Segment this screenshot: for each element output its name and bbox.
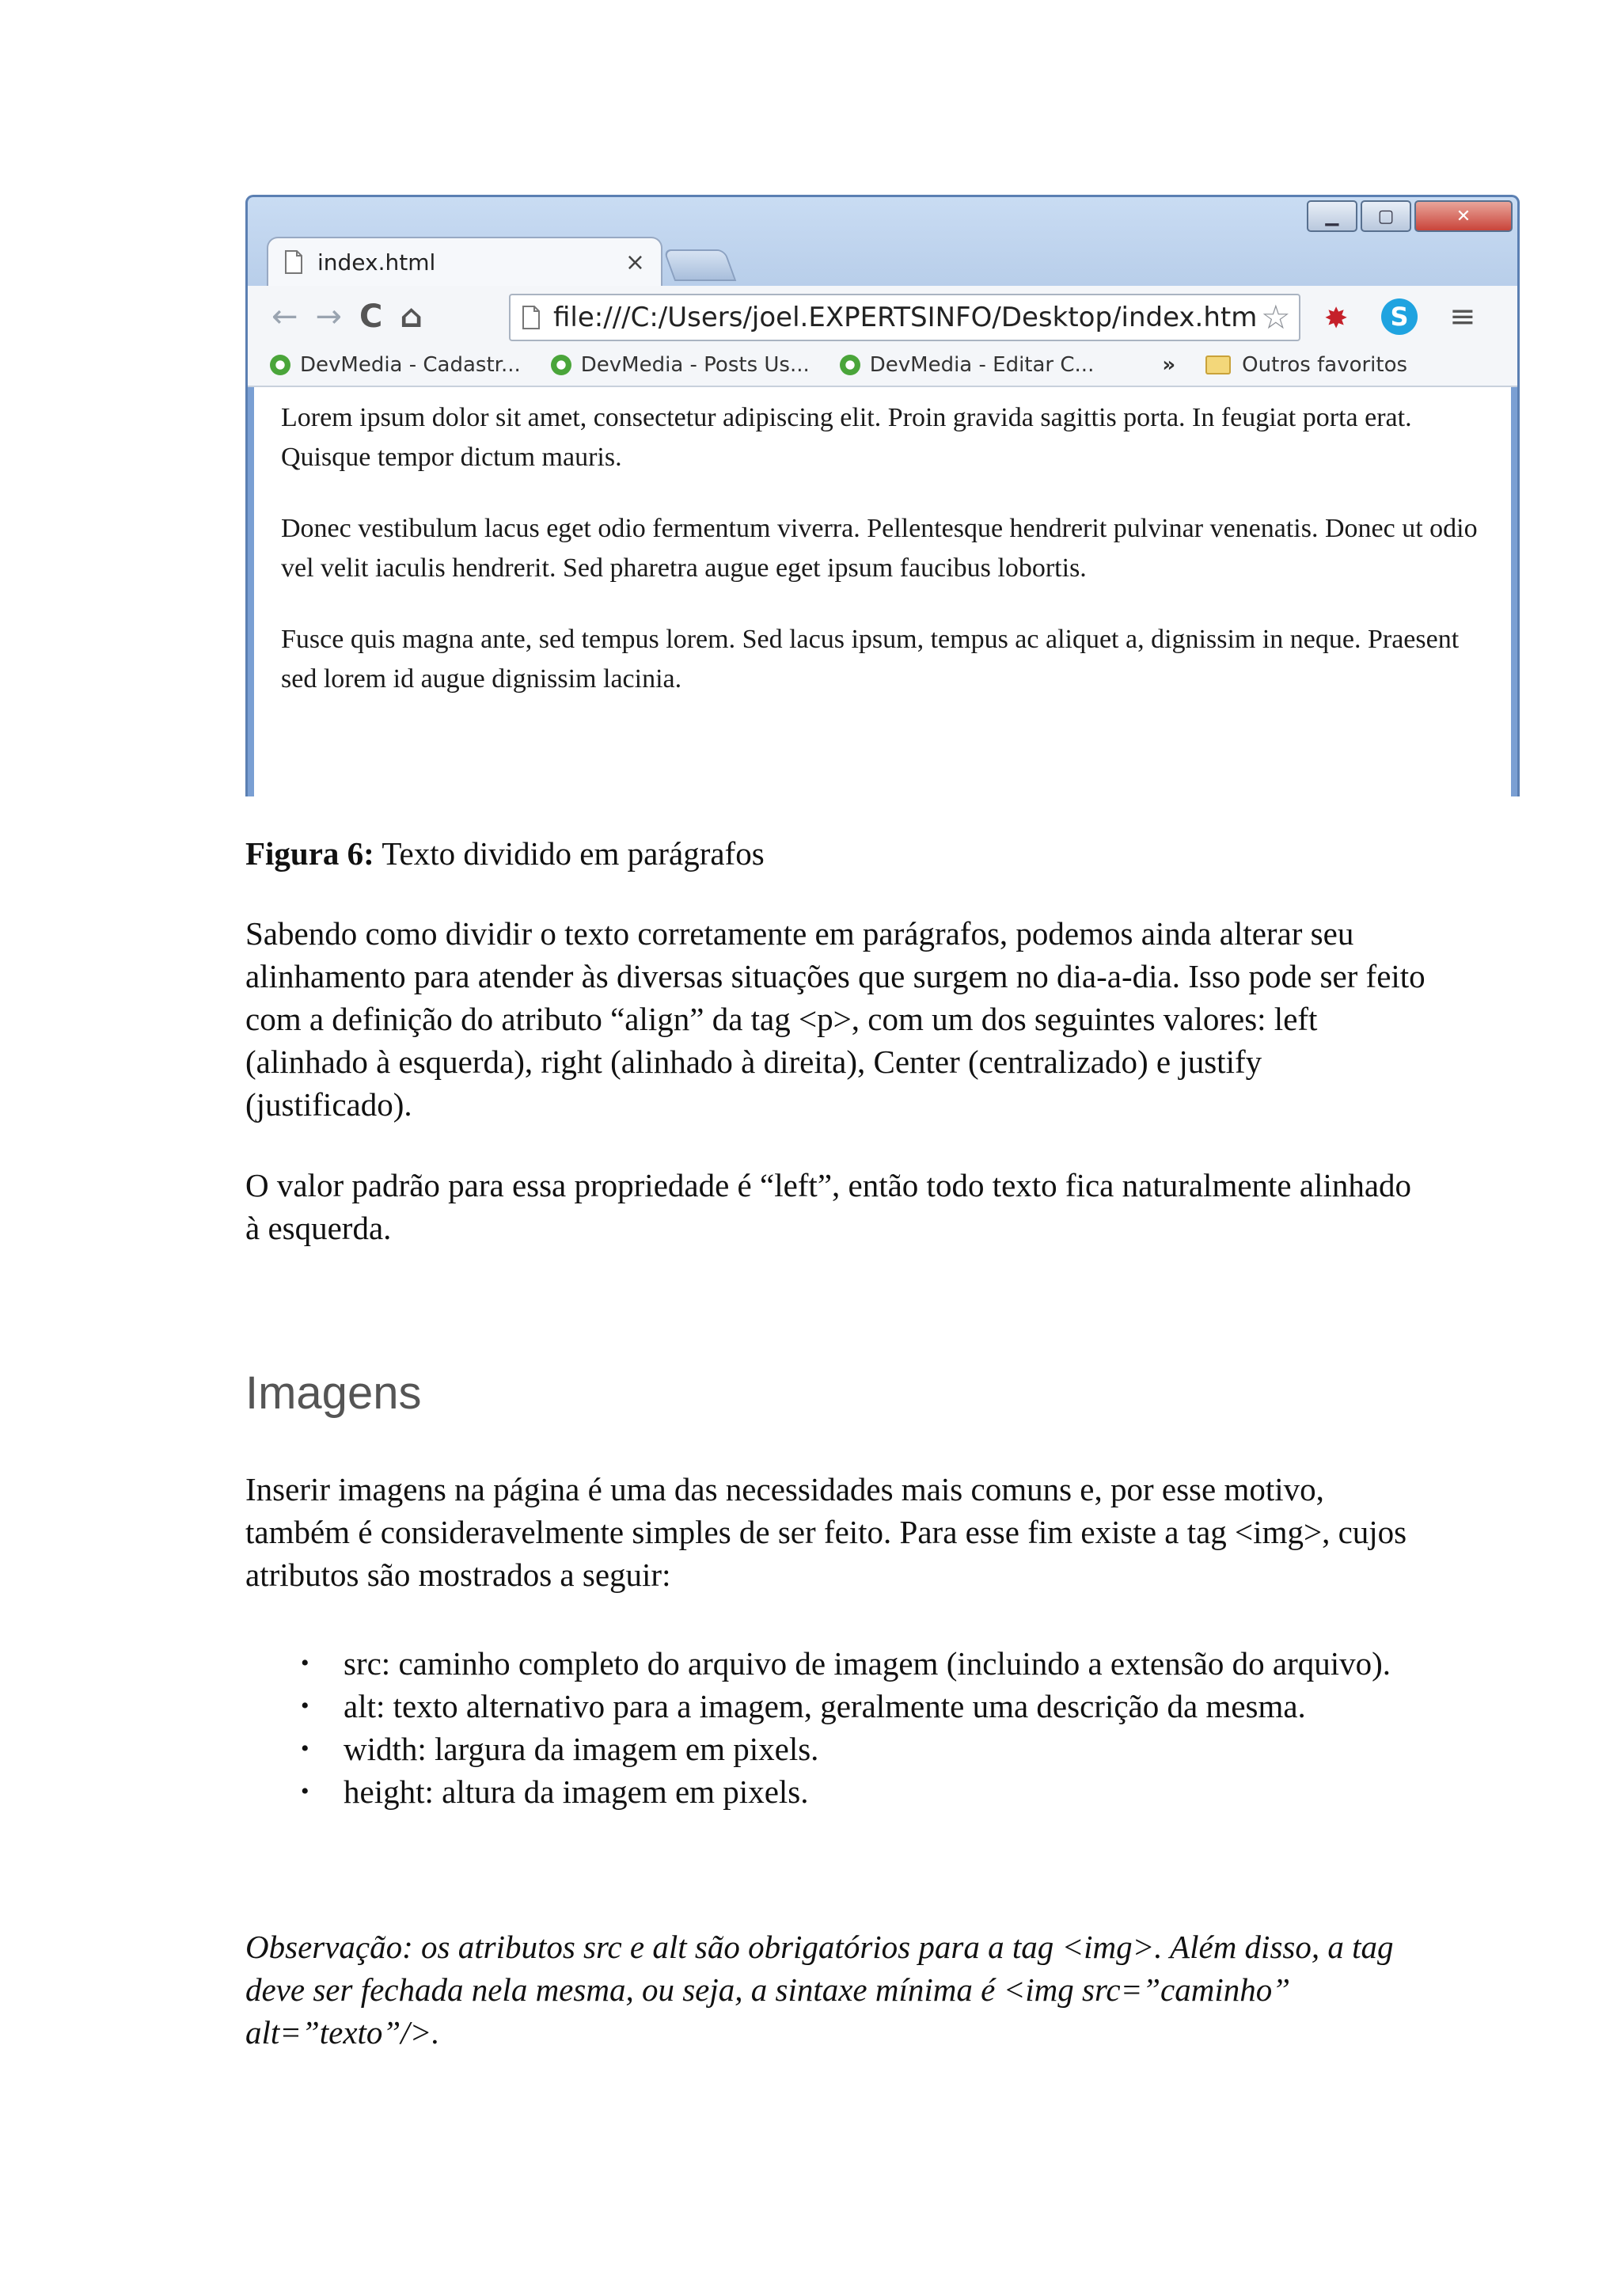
minimize-icon[interactable]: ▁ <box>1307 200 1357 232</box>
skype-icon[interactable]: S <box>1381 298 1418 335</box>
devmedia-icon <box>551 355 571 375</box>
devmedia-icon <box>840 355 860 375</box>
other-bookmarks-folder[interactable] <box>1205 353 1407 377</box>
close-window-icon[interactable]: ✕ <box>1414 200 1513 232</box>
menu-icon[interactable]: ≡ <box>1449 298 1476 335</box>
bookmark-label: DevMedia - Editar C... <box>869 353 1095 377</box>
body-paragraph: O valor padrão para essa propriedade é “left”, então todo texto fica naturalmente alinhado à esquerda. <box>245 1167 1412 1246</box>
document-page <box>245 195 1520 2051</box>
home-icon[interactable]: ⌂ <box>400 298 423 335</box>
bullet-icon: • <box>301 1693 309 1719</box>
list-item-text: src: caminho completo do arquivo de imagem (incluindo a extensão do arquivo). <box>344 1645 1391 1682</box>
bullet-icon: • <box>301 1778 309 1804</box>
window-controls <box>1307 200 1513 232</box>
bookmark-item[interactable] <box>551 353 810 377</box>
more-bookmarks-chevron-icon[interactable]: » <box>1162 353 1176 377</box>
attribute-list <box>301 1642 1441 1813</box>
list-item-text: alt: texto alternativo para a imagem, geralmente uma descrição da mesma. <box>344 1688 1306 1724</box>
section-heading: Imagens <box>245 1367 422 1419</box>
browser-toolbar <box>248 286 1517 387</box>
note-paragraph: Observação: os atributos src e alt são obrigatórios para a tag <img>. Além disso, a tag deve ser fechada nela mesma, ou seja, a sintaxe mínima é <img src=”caminho” alt=”texto”/>. <box>245 1929 1394 2051</box>
address-bar[interactable] <box>509 294 1300 341</box>
viewport-paragraph: Fusce quis magna ante, sed tempus lorem. Sed lacus ipsum, tempus ac aliquet a, dignissim in neque. Praesent sed lorem id augue dignissim lacinia. <box>281 625 1460 694</box>
browser-viewport <box>248 387 1517 796</box>
bookmark-item[interactable] <box>270 353 521 377</box>
url-text: file:///C:/Users/joel.EXPERTSINFO/Desktop/index.htm <box>553 302 1258 333</box>
list-item <box>301 1642 1441 1685</box>
other-bookmarks-label: Outros favoritos <box>1242 353 1408 377</box>
reload-icon[interactable]: C <box>359 298 383 335</box>
viewport-paragraph: Donec vestibulum lacus eget odio fermentum viverra. Pellentesque hendrerit pulvinar venenatis. Donec ut odio vel velit iaculis hendrerit. Sed pharetra augue eget ipsum faucibus lobortis. <box>281 514 1478 583</box>
bullet-icon: • <box>301 1735 309 1762</box>
maximize-icon[interactable]: ▢ <box>1361 200 1411 232</box>
bookmarks-bar <box>270 349 1501 381</box>
list-item-text: height: altura da imagem em pixels. <box>344 1773 809 1810</box>
bullet-icon: • <box>301 1650 309 1676</box>
figure-label: Figura 6: <box>245 835 374 872</box>
navigation-buttons <box>271 298 423 335</box>
viewport-paragraph: Lorem ipsum dolor sit amet, consectetur adipiscing elit. Proin gravida sagittis porta. In feugiat porta erat. Quisque tempor dictum mauris. <box>281 403 1412 472</box>
tab-close-icon[interactable]: × <box>624 248 645 276</box>
extension-icon[interactable]: ✸ <box>1324 302 1349 334</box>
browser-screenshot-figure <box>245 195 1520 796</box>
folder-icon <box>1205 355 1231 374</box>
bookmark-item[interactable] <box>840 353 1095 377</box>
devmedia-icon <box>270 355 290 375</box>
list-item <box>301 1685 1441 1728</box>
new-tab-button[interactable] <box>663 249 737 281</box>
bookmark-star-icon[interactable]: ☆ <box>1261 300 1291 336</box>
forward-arrow-icon[interactable]: → <box>315 298 343 335</box>
list-item <box>301 1770 1441 1813</box>
bookmark-label: DevMedia - Cadastr... <box>300 353 521 377</box>
section-intro: Inserir imagens na página é uma das necessidades mais comuns e, por esse motivo, também é consideravelmente simples de ser feito. Para esse fim existe a tag <img>, cujos atributos são mostrados a seguir: <box>245 1471 1407 1593</box>
document-icon <box>284 250 303 274</box>
browser-tab[interactable] <box>267 237 662 286</box>
page-icon <box>522 306 541 329</box>
tab-title: index.html <box>317 249 436 276</box>
list-item <box>301 1728 1441 1770</box>
body-paragraph: Sabendo como dividir o texto corretamente em parágrafos, podemos ainda alterar seu alinhamento para atender às diversas situações que surgem no dia-a-dia. Isso pode ser feito com a definição do atributo “align” da tag <p>, com um dos seguintes valores: left (alinhado à esquerda), right (alinhado à direita), Center (centralizado) e justify (justificado). <box>245 915 1425 1123</box>
figure-caption-text: Texto dividido em parágrafos <box>382 835 765 872</box>
back-arrow-icon[interactable]: ← <box>271 298 298 335</box>
figure-caption <box>245 834 765 872</box>
list-item-text: width: largura da imagem em pixels. <box>344 1731 819 1767</box>
bookmark-label: DevMedia - Posts Us... <box>580 353 810 377</box>
